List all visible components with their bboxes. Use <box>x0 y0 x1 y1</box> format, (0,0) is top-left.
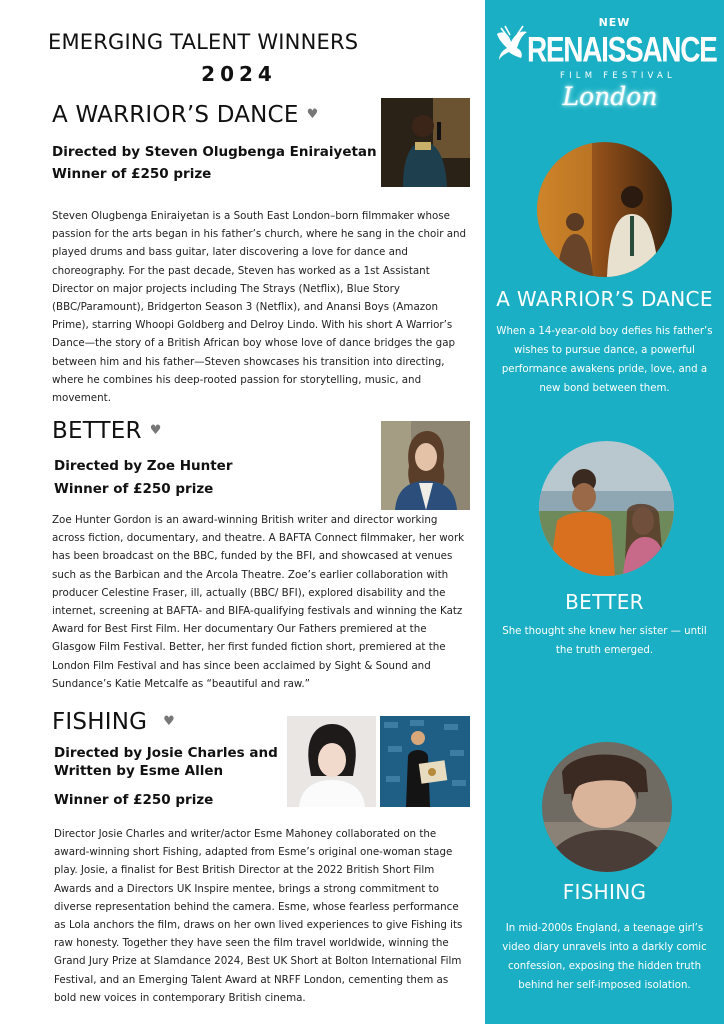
film-synopsis: When a 14-year-old boy defies his father’s wishes to pursue dance, a powerful performance awakens pride, love, and a new bond between them. <box>496 326 713 394</box>
prize-line: Winner of £250 prize <box>54 792 214 808</box>
director-bio: Zoe Hunter Gordon is an award-winning British writer and director working across fiction, documentary, and theatre. A BAFTA Connect filmmaker, her work has been broadcast on the BBC, funded by the BFI, and showcased at venues such as the Barbican and the Arcola Theatre. Zoe’s earlier collaboration with producer Celestine Fraser, ill, actually (BBC/ BFI), explored disability and the internet, screening at BAFTA- and BIFA-qualifying festivals and winning the Katz Award for Best First Film. Her documentary Our Fathers premiered at the Glasgow Film Festival. Better, her first funded fiction short, premiered at the London Film Festival and has since been acclaimed by Sight & Sound and Sundance’s Katie Metcalfe as “beautiful and raw.” <box>52 514 465 690</box>
film-title: A WARRIOR’S DANCE ♥ <box>52 102 319 128</box>
prize-line: Winner of £250 prize <box>54 481 214 497</box>
sidebar-film-title: BETTER <box>565 590 644 614</box>
writer-line: Written by Esme Allen <box>54 763 224 779</box>
heart-icon: ♥ <box>306 107 319 122</box>
writer-photo <box>287 716 376 807</box>
film-synopsis: She thought she knew her sister — until the truth emerged. <box>502 626 707 656</box>
director-photo <box>380 716 470 807</box>
film-still-circle <box>537 142 672 277</box>
sidebar-film-title: A WARRIOR’S DANCE <box>496 287 713 311</box>
director-line: Directed by Zoe Hunter <box>54 458 233 474</box>
dove-icon <box>493 24 531 64</box>
director-line: Directed by Josie Charles and <box>54 745 278 761</box>
logo-film-festival: FILM FESTIVAL <box>560 71 676 81</box>
page-year: 2024 <box>201 62 277 86</box>
director-bio: Steven Olugbenga Eniraiyetan is a South East London–born filmmaker whose passion for the arts began in his father’s church, where he sang in the choir and played drums and bass guitar, later discovering a love for dance and choreography. For the past decade, Steven has worked as a 1st Assistant Director on major projects including The Strays (Netflix), Blue Story (BBC/Paramount), Bridgerton Season 3 (Netflix), and Anansi Boys (Amazon Prime), starring Whoopi Goldberg and Delroy Lindo. With his short A Warrior’s Dance—the story of a British African boy whose love of dance bridges the gap between him and his father—Steven showcases his transition into directing, where he combines his deep-rooted passion for storytelling, music, and movement. <box>52 210 467 405</box>
prize-line: Winner of £250 prize <box>52 166 212 182</box>
director-photo <box>381 98 470 187</box>
director-photo <box>381 421 470 510</box>
director-line: Directed by Steven Olugbenga Eniraiyetan <box>52 144 377 160</box>
page-title: EMERGING TALENT WINNERS <box>48 30 359 54</box>
film-title: BETTER ♥ <box>52 418 162 444</box>
director-bio: Director Josie Charles and writer/actor Esme Mahoney collaborated on the award-winning short Fishing, adapted from Esme’s original one-woman stage play. Josie, a finalist for Best British Director at the 2022 British Short Film Awards and a Directors UK Inspire mentee, brings a strong commitment to diverse representation behind the camera. Esme, whose fearless performance as Lola anchors the film, draws on her own lived experiences to give Fishing its raw honesty. Together they have seen the film travel worldwide, winning the Grand Jury Prize at Slamdance 2024, Best UK Short at Bolton International Film Festival, and an Emerging Talent Award at NRFF London, cementing them as bold new voices in contemporary British cinema. <box>54 828 463 1004</box>
heart-icon: ♥ <box>163 714 175 729</box>
film-synopsis: In mid-2000s England, a teenage girl’s video diary unravels into a darkly comic confession, exposing the hidden truth behind her self-imposed isolation. <box>502 923 707 991</box>
logo-renaissance: RENAISSANCE <box>527 30 717 69</box>
heart-icon: ♥ <box>149 423 162 438</box>
logo-city: London <box>562 82 658 111</box>
film-title: FISHING ♥ <box>52 709 175 735</box>
logo-new: NEW <box>598 16 631 29</box>
film-still-circle <box>542 742 672 872</box>
sidebar-film-title: FISHING <box>562 880 647 904</box>
film-still-circle <box>539 441 674 576</box>
